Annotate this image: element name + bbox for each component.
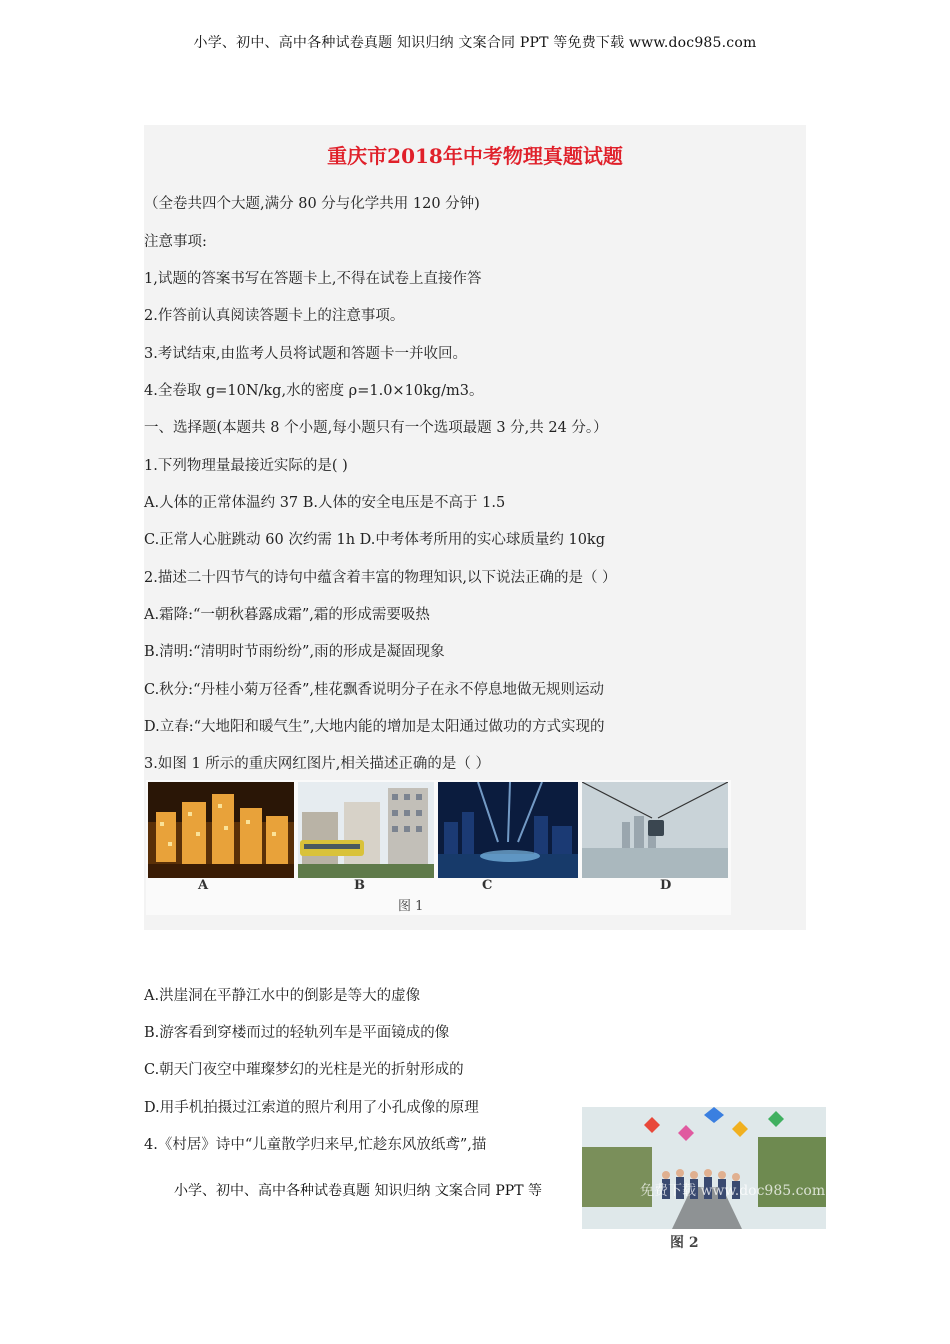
question-1-options-cd: C.正常人心脏跳动 60 次约需 1h D.中考体考所用的实心球质量约 10kg xyxy=(144,532,605,548)
figure-1-caption: 图 1 xyxy=(398,899,424,914)
photo-label-c: C xyxy=(482,878,493,893)
question-4: 4.《村居》诗中“儿童散学归来早,忙趁东风放纸鸢”,描 xyxy=(144,1137,487,1153)
question-1: 1.下列物理量最接近实际的是( ) xyxy=(144,458,348,474)
question-2-option-d: D.立春:“大地阳和暖气生”,大地内能的增加是太阳通过做功的方式实现的 xyxy=(144,719,605,735)
question-1-options-ab: A.人体的正常体温约 37 B.人体的安全电压是不高于 1.5 xyxy=(144,495,506,511)
footer-watermark-overlay: 免费下载 www.doc985.com xyxy=(640,1183,826,1199)
photo-label-b: B xyxy=(354,878,365,893)
question-3-option-c: C.朝天门夜空中璀璨梦幻的光柱是光的折射形成的 xyxy=(144,1062,464,1078)
photo-b-light-rail xyxy=(298,782,434,878)
page-footer: 小学、初中、高中各种试卷真题 知识归纳 文案合同 PPT 等 xyxy=(174,1183,542,1199)
photo-a-night-city xyxy=(148,782,294,878)
page-header: 小学、初中、高中各种试卷真题 知识归纳 文案合同 PPT 等免费下载 www.doc985.com xyxy=(193,35,757,51)
question-2-option-b: B.清明:“清明时节雨纷纷”,雨的形成是凝固现象 xyxy=(144,644,445,660)
question-3-option-a: A.洪崖洞在平静江水中的倒影是等大的虚像 xyxy=(144,988,421,1004)
question-3-option-d: D.用手机拍摄过江索道的照片利用了小孔成像的原理 xyxy=(144,1100,479,1116)
figure-1 xyxy=(146,780,731,915)
notice-item-2: 2.作答前认真阅读答题卡上的注意事项。 xyxy=(144,308,405,324)
figure-2-caption: 图 2 xyxy=(670,1235,699,1251)
photo-c-light-beams xyxy=(438,782,578,878)
exam-info: （全卷共四个大题,满分 80 分与化学共用 120 分钟) xyxy=(144,196,480,212)
exam-title: 重庆市2018年中考物理真题试题 xyxy=(327,144,623,168)
question-3: 3.如图 1 所示的重庆网红图片,相关描述正确的是（ ） xyxy=(144,756,490,772)
question-3-option-b: B.游客看到穿楼而过的轻轨列车是平面镜成的像 xyxy=(144,1025,450,1041)
photo-d-cableway xyxy=(582,782,728,878)
photo-label-d: D xyxy=(660,878,672,893)
question-2-option-a: A.霜降:“一朝秋暮露成霜”,霜的形成需要吸热 xyxy=(144,607,430,623)
question-2: 2.描述二十四节气的诗句中蕴含着丰富的物理知识,以下说法正确的是（ ） xyxy=(144,570,617,586)
photo-label-a: A xyxy=(198,878,209,893)
figure-2-kites-photo xyxy=(582,1107,826,1229)
notice-item-1: 1,试题的答案书写在答题卡上,不得在试卷上直接作答 xyxy=(144,271,482,287)
section-heading: 一、选择题(本题共 8 个小题,每小题只有一个选项最题 3 分,共 24 分。） xyxy=(144,420,608,436)
notice-heading: 注意事项: xyxy=(144,234,207,250)
question-2-option-c: C.秋分:“丹桂小菊万径香”,桂花飘香说明分子在永不停息地做无规则运动 xyxy=(144,682,605,698)
notice-item-3: 3.考试结束,由监考人员将试题和答题卡一并收回。 xyxy=(144,346,467,362)
notice-item-4: 4.全卷取 g=10N/kg,水的密度 ρ=1.0×10kg/m3。 xyxy=(144,383,484,399)
